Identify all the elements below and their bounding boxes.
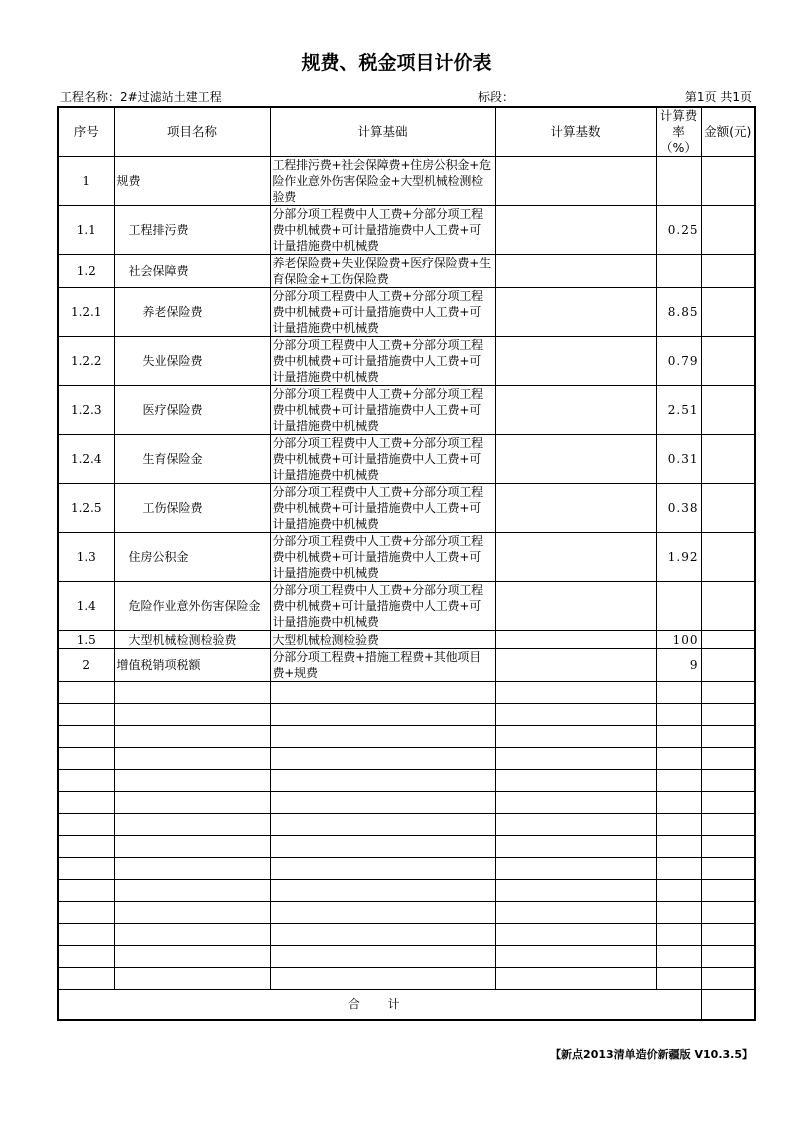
total-row [58, 990, 755, 1020]
cell-rate: 8.85 [656, 288, 701, 337]
cell-amount [701, 386, 755, 435]
cell-seq: 1.2.3 [58, 386, 114, 435]
page-title: 规费、税金项目计价表 [301, 52, 492, 74]
header-amount: 金额(元) [701, 107, 755, 157]
section-label: 标段： [478, 90, 515, 104]
cell-rate: 0.38 [656, 484, 701, 533]
cell-base [495, 582, 656, 631]
cell-seq: 1.1 [58, 206, 114, 255]
cell-base [495, 484, 656, 533]
cell-seq: 1.2.5 [58, 484, 114, 533]
table-row [58, 649, 755, 682]
cell-seq: 1.5 [58, 631, 114, 649]
table-row [58, 157, 755, 206]
cell-basis: 分部分项工程费中人工费+分部分项工程费中机械费+可计量措施费中人工费+可计量措施费中机械费 [270, 288, 495, 337]
cell-base [495, 337, 656, 386]
table-row [58, 255, 755, 288]
cell-seq: 1.2 [58, 255, 114, 288]
project-name: 工程名称：2#过滤站土建工程 [60, 90, 222, 104]
cell-amount [701, 484, 755, 533]
cell-basis: 分部分项工程费中人工费+分部分项工程费中机械费+可计量措施费中人工费+可计量措施费中机械费 [270, 435, 495, 484]
cell-name: 工程排污费 [114, 206, 270, 255]
empty-row [58, 792, 755, 814]
cell-seq: 1.3 [58, 533, 114, 582]
cell-amount [701, 435, 755, 484]
empty-row [58, 704, 755, 726]
header-seq: 序号 [58, 107, 114, 157]
cell-seq: 1.2.2 [58, 337, 114, 386]
cell-name: 大型机械检测检验费 [114, 631, 270, 649]
cell-name: 规费 [114, 157, 270, 206]
cell-rate: 1.92 [656, 533, 701, 582]
page-indicator: 第1页 共1页 [684, 90, 752, 104]
empty-row [58, 902, 755, 924]
cell-base [495, 206, 656, 255]
empty-row [58, 858, 755, 880]
total-amount [701, 990, 755, 1020]
cell-name: 养老保险费 [114, 288, 270, 337]
cell-base [495, 386, 656, 435]
cell-base [495, 435, 656, 484]
cell-rate [656, 157, 701, 206]
cell-amount [701, 533, 755, 582]
cell-name: 医疗保险费 [114, 386, 270, 435]
cell-seq: 1 [58, 157, 114, 206]
cell-base [495, 631, 656, 649]
cell-basis: 工程排污费+社会保障费+住房公积金+危险作业意外伤害保险金+大型机械检测检验费 [270, 157, 495, 206]
empty-row [58, 880, 755, 902]
cell-basis: 分部分项工程费中人工费+分部分项工程费中机械费+可计量措施费中人工费+可计量措施费中机械费 [270, 533, 495, 582]
cell-rate: 9 [656, 649, 701, 682]
empty-row [58, 726, 755, 748]
table-row [58, 631, 755, 649]
cell-amount [701, 157, 755, 206]
cell-name: 失业保险费 [114, 337, 270, 386]
software-version-footer: 【新点2013清单造价新疆版 V10.3.5】 [550, 1048, 753, 1061]
table-row [58, 206, 755, 255]
cell-base [495, 288, 656, 337]
cell-basis: 分部分项工程费中人工费+分部分项工程费中机械费+可计量措施费中人工费+可计量措施费中机械费 [270, 484, 495, 533]
empty-row [58, 836, 755, 858]
table-header-row [58, 107, 755, 157]
fee-table [57, 106, 756, 1021]
header-rate: 计算费率（%） [656, 107, 701, 157]
cell-basis: 分部分项工程费中人工费+分部分项工程费中机械费+可计量措施费中人工费+可计量措施费中机械费 [270, 386, 495, 435]
empty-row [58, 770, 755, 792]
cell-base [495, 533, 656, 582]
cell-rate: 0.25 [656, 206, 701, 255]
cell-amount [701, 582, 755, 631]
cell-rate: 100 [656, 631, 701, 649]
cell-name: 危险作业意外伤害保险金 [114, 582, 270, 631]
table-row [58, 533, 755, 582]
header-base: 计算基数 [495, 107, 656, 157]
cell-amount [701, 255, 755, 288]
empty-row [58, 924, 755, 946]
table-row [58, 288, 755, 337]
empty-row [58, 946, 755, 968]
cell-rate: 0.79 [656, 337, 701, 386]
cell-rate: 0.31 [656, 435, 701, 484]
cell-rate: 2.51 [656, 386, 701, 435]
table-row [58, 435, 755, 484]
cell-amount [701, 288, 755, 337]
cell-amount [701, 631, 755, 649]
total-label: 合 计 [58, 990, 701, 1020]
cell-basis: 大型机械检测检验费 [270, 631, 495, 649]
empty-row [58, 814, 755, 836]
header-basis: 计算基础 [270, 107, 495, 157]
cell-seq: 1.2.4 [58, 435, 114, 484]
cell-basis: 分部分项工程费中人工费+分部分项工程费中机械费+可计量措施费中人工费+可计量措施费中机械费 [270, 582, 495, 631]
cell-rate [656, 582, 701, 631]
table-row [58, 484, 755, 533]
empty-row [58, 748, 755, 770]
cell-basis: 分部分项工程费中人工费+分部分项工程费中机械费+可计量措施费中人工费+可计量措施费中机械费 [270, 337, 495, 386]
cell-seq: 1.4 [58, 582, 114, 631]
table-row [58, 582, 755, 631]
cell-base [495, 157, 656, 206]
cell-name: 生育保险金 [114, 435, 270, 484]
cell-amount [701, 337, 755, 386]
cell-name: 住房公积金 [114, 533, 270, 582]
cell-name: 社会保障费 [114, 255, 270, 288]
cell-name: 增值税销项税额 [114, 649, 270, 682]
table-row [58, 386, 755, 435]
cell-base [495, 649, 656, 682]
cell-rate [656, 255, 701, 288]
empty-row [58, 682, 755, 704]
cell-amount [701, 206, 755, 255]
cell-base [495, 255, 656, 288]
table-row [58, 337, 755, 386]
cell-basis: 分部分项工程费中人工费+分部分项工程费中机械费+可计量措施费中人工费+可计量措施费中机械费 [270, 206, 495, 255]
cell-seq: 1.2.1 [58, 288, 114, 337]
header-name: 项目名称 [114, 107, 270, 157]
cell-basis: 分部分项工程费+措施工程费+其他项目费+规费 [270, 649, 495, 682]
cell-basis: 养老保险费+失业保险费+医疗保险费+生育保险金+工伤保险费 [270, 255, 495, 288]
cell-name: 工伤保险费 [114, 484, 270, 533]
cell-seq: 2 [58, 649, 114, 682]
empty-row [58, 968, 755, 990]
cell-amount [701, 649, 755, 682]
